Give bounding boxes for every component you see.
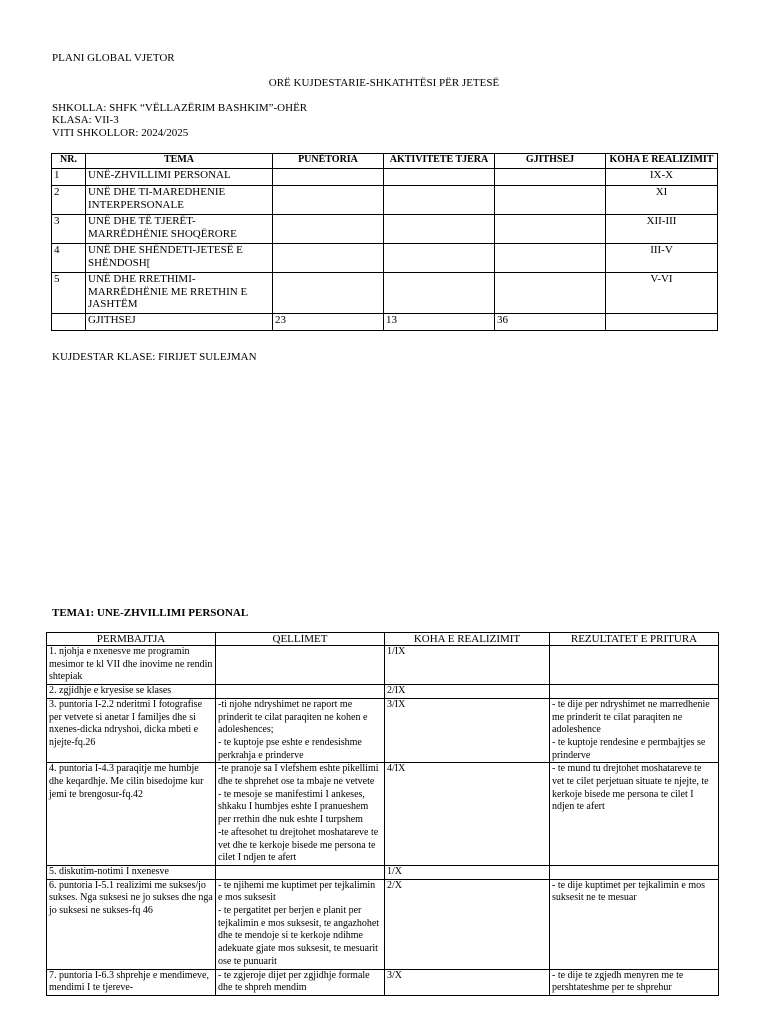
cell-nr: 4 bbox=[52, 244, 86, 273]
cell-permbajtja: 7. puntoria I-6.3 shprehje e mendimeve, mendimi I te tjereve- bbox=[47, 969, 216, 995]
cell-koha: V-VI bbox=[606, 273, 718, 314]
cell-rezultatet bbox=[550, 685, 719, 699]
cell-aktivitete bbox=[384, 273, 495, 314]
cell-permbajtja: 1. njohja e nxenesve me programin mesimor te kl VII dhe inovime ne rendin shtepiak bbox=[47, 646, 216, 685]
cell-tema: UNË-ZHVILLIMI PERSONAL bbox=[86, 169, 273, 186]
cell-punetoria bbox=[273, 244, 384, 273]
class-teacher-line: KUJDESTAR KLASE: FIRIJET SULEJMAN bbox=[52, 351, 257, 363]
cell-koha: 3/X bbox=[385, 969, 550, 995]
school-year-line: VITI SHKOLLOR: 2024/2025 bbox=[52, 127, 189, 139]
cell-tema: UNË DHE TI-MAREDHENIE INTERPERSONALE bbox=[86, 186, 273, 215]
cell-koha: XI bbox=[606, 186, 718, 215]
cell-qellimet bbox=[216, 646, 385, 685]
cell-nr: 5 bbox=[52, 273, 86, 314]
table-row bbox=[52, 169, 718, 186]
document-title: PLANI GLOBAL VJETOR bbox=[52, 52, 175, 64]
table-row bbox=[47, 763, 719, 866]
cell-qellimet: -te pranoje sa I vlefshem eshte pikellimi dhe te shprehet ose ta mbaje ne vetvete - te mesoje se manifestimi I ankeses, shkaku I humbjes eshte I pranueshem per rrethin dhe nuk eshte I turpshem -te aftesohet tu drejtohet moshatareve te vet dhe te kerkoje bisede me persona te cilet I ndjen te afert bbox=[216, 763, 385, 866]
table-row bbox=[52, 215, 718, 244]
summary-header-row bbox=[52, 154, 718, 169]
cell-tema: UNË DHE TË TJERËT-MARRËDHËNIE SHOQËRORE bbox=[86, 215, 273, 244]
cell-rezultatet: - te dije per ndryshimet ne marredhenie me prinderit te cilat paraqiten ne adoleshence - te kuptoje rendesine e permbajtjes se prinderve bbox=[550, 698, 719, 763]
cell-permbajtja: 2. zgjidhje e kryesise se klases bbox=[47, 685, 216, 699]
table-row bbox=[47, 685, 719, 699]
header-nr: NR. bbox=[52, 154, 86, 169]
cell-gjithsej bbox=[495, 273, 606, 314]
cell-aktivitete bbox=[384, 169, 495, 186]
cell-nr: 1 bbox=[52, 169, 86, 186]
cell-gjithsej bbox=[495, 169, 606, 186]
document-subtitle: ORË KUJDESTARIE-SHKATHTËSI PËR JETESË bbox=[268, 77, 500, 89]
topic-header-row bbox=[47, 633, 719, 646]
cell-punetoria bbox=[273, 215, 384, 244]
school-line: SHKOLLA: SHFK “VËLLAZËRIM BASHKIM”-OHËR bbox=[52, 102, 308, 114]
header-tema: TEMA bbox=[86, 154, 273, 169]
cell-rezultatet: - te dije kuptimet per tejkalimin e mos suksesit ne te mesuar bbox=[550, 879, 719, 969]
cell-aktivitete bbox=[384, 215, 495, 244]
cell-koha: 2/IX bbox=[385, 685, 550, 699]
topic-plan-table bbox=[46, 632, 719, 996]
cell-punetoria bbox=[273, 186, 384, 215]
class-line: KLASA: VII-3 bbox=[52, 114, 119, 126]
cell-koha: 4/IX bbox=[385, 763, 550, 866]
cell-qellimet: - te zgjeroje dijet per zgjidhje formale dhe te shpreh mendim bbox=[216, 969, 385, 995]
cell-rezultatet bbox=[550, 646, 719, 685]
cell-qellimet bbox=[216, 865, 385, 879]
cell-punetoria bbox=[273, 169, 384, 186]
cell-koha: 1/IX bbox=[385, 646, 550, 685]
total-aktivitete: 13 bbox=[384, 314, 495, 331]
total-koha bbox=[606, 314, 718, 331]
header-permbajtja: PERMBAJTJA bbox=[47, 633, 216, 646]
cell-tema: UNË DHE RRETHIMI-MARRËDHËNIE ME RRETHIN E JASHTËM bbox=[86, 273, 273, 314]
table-row bbox=[47, 969, 719, 995]
total-nr bbox=[52, 314, 86, 331]
total-punetoria: 23 bbox=[273, 314, 384, 331]
table-row bbox=[52, 244, 718, 273]
total-gjithsej: 36 bbox=[495, 314, 606, 331]
cell-koha: 2/X bbox=[385, 879, 550, 969]
header-qellimet: QELLIMET bbox=[216, 633, 385, 646]
topic-heading: TEMA1: UNE-ZHVILLIMI PERSONAL bbox=[52, 607, 249, 619]
cell-nr: 2 bbox=[52, 186, 86, 215]
table-row bbox=[47, 879, 719, 969]
table-row bbox=[47, 646, 719, 685]
table-row bbox=[52, 273, 718, 314]
header-koha: KOHA E REALIZIMIT bbox=[606, 154, 718, 169]
cell-permbajtja: 3. puntoria I-2.2 nderitmi I fotografise per vetvete si anetar I familjes dhe si nxenes-dicka ndryshoi, dicka mbeti e njejte-fq.26 bbox=[47, 698, 216, 763]
total-label: GJITHSEJ bbox=[86, 314, 273, 331]
cell-gjithsej bbox=[495, 215, 606, 244]
cell-permbajtja: 4. puntoria I-4.3 paraqitje me humbje dhe keqardhje. Me cilin bisedojme kur jemi te brengosur-fq.42 bbox=[47, 763, 216, 866]
cell-rezultatet: - te dije te zgjedh menyren me te pershtateshme per te shprehur bbox=[550, 969, 719, 995]
cell-permbajtja: 6. puntoria I-5.1 realizimi me sukses/jo sukses. Nga suksesi ne jo sukses dhe nga jo suksesi ne sukses-fq 46 bbox=[47, 879, 216, 969]
header-punetoria: PUNËTORIA bbox=[273, 154, 384, 169]
total-row bbox=[52, 314, 718, 331]
table-row bbox=[52, 186, 718, 215]
cell-koha: IX-X bbox=[606, 169, 718, 186]
header-gjithsej: GJITHSEJ bbox=[495, 154, 606, 169]
cell-aktivitete bbox=[384, 244, 495, 273]
cell-permbajtja: 5. diskutim-notimi I nxenesve bbox=[47, 865, 216, 879]
cell-koha: 1/X bbox=[385, 865, 550, 879]
header-aktivitete: AKTIVITETE TJERA bbox=[384, 154, 495, 169]
cell-koha: 3/IX bbox=[385, 698, 550, 763]
table-row bbox=[47, 865, 719, 879]
cell-rezultatet: - te mund tu drejtohet moshatareve te vet te cilet perjetuan situate te njejte, te kerkoje bisede me persona te cilet I ndjen te afert bbox=[550, 763, 719, 866]
table-row bbox=[47, 698, 719, 763]
cell-aktivitete bbox=[384, 186, 495, 215]
cell-qellimet bbox=[216, 685, 385, 699]
header-koha-realizimit: KOHA E REALIZIMIT bbox=[385, 633, 550, 646]
cell-tema: UNË DHE SHËNDETI-JETESË E SHËNDOSH[ bbox=[86, 244, 273, 273]
cell-nr: 3 bbox=[52, 215, 86, 244]
cell-koha: XII-III bbox=[606, 215, 718, 244]
cell-gjithsej bbox=[495, 244, 606, 273]
cell-qellimet: - te njihemi me kuptimet per tejkalimin e mos suksesit - te pergatitet per berjen e planit per tejkalimin e mos suksesit, te angazhohet dhe te mendoje si te kerkoje ndihme adekuate gjate mos suksesit, te mesuarit ose te punuarit bbox=[216, 879, 385, 969]
cell-gjithsej bbox=[495, 186, 606, 215]
cell-rezultatet bbox=[550, 865, 719, 879]
cell-koha: III-V bbox=[606, 244, 718, 273]
cell-qellimet: -ti njohe ndryshimet ne raport me prinderit te cilat paraqiten ne kohen e adoleshences; - te kuptoje pse eshte e rendesishme perkrahja e prinderve bbox=[216, 698, 385, 763]
header-rezultatet: REZULTATET E PRITURA bbox=[550, 633, 719, 646]
cell-punetoria bbox=[273, 273, 384, 314]
summary-table bbox=[51, 153, 718, 331]
